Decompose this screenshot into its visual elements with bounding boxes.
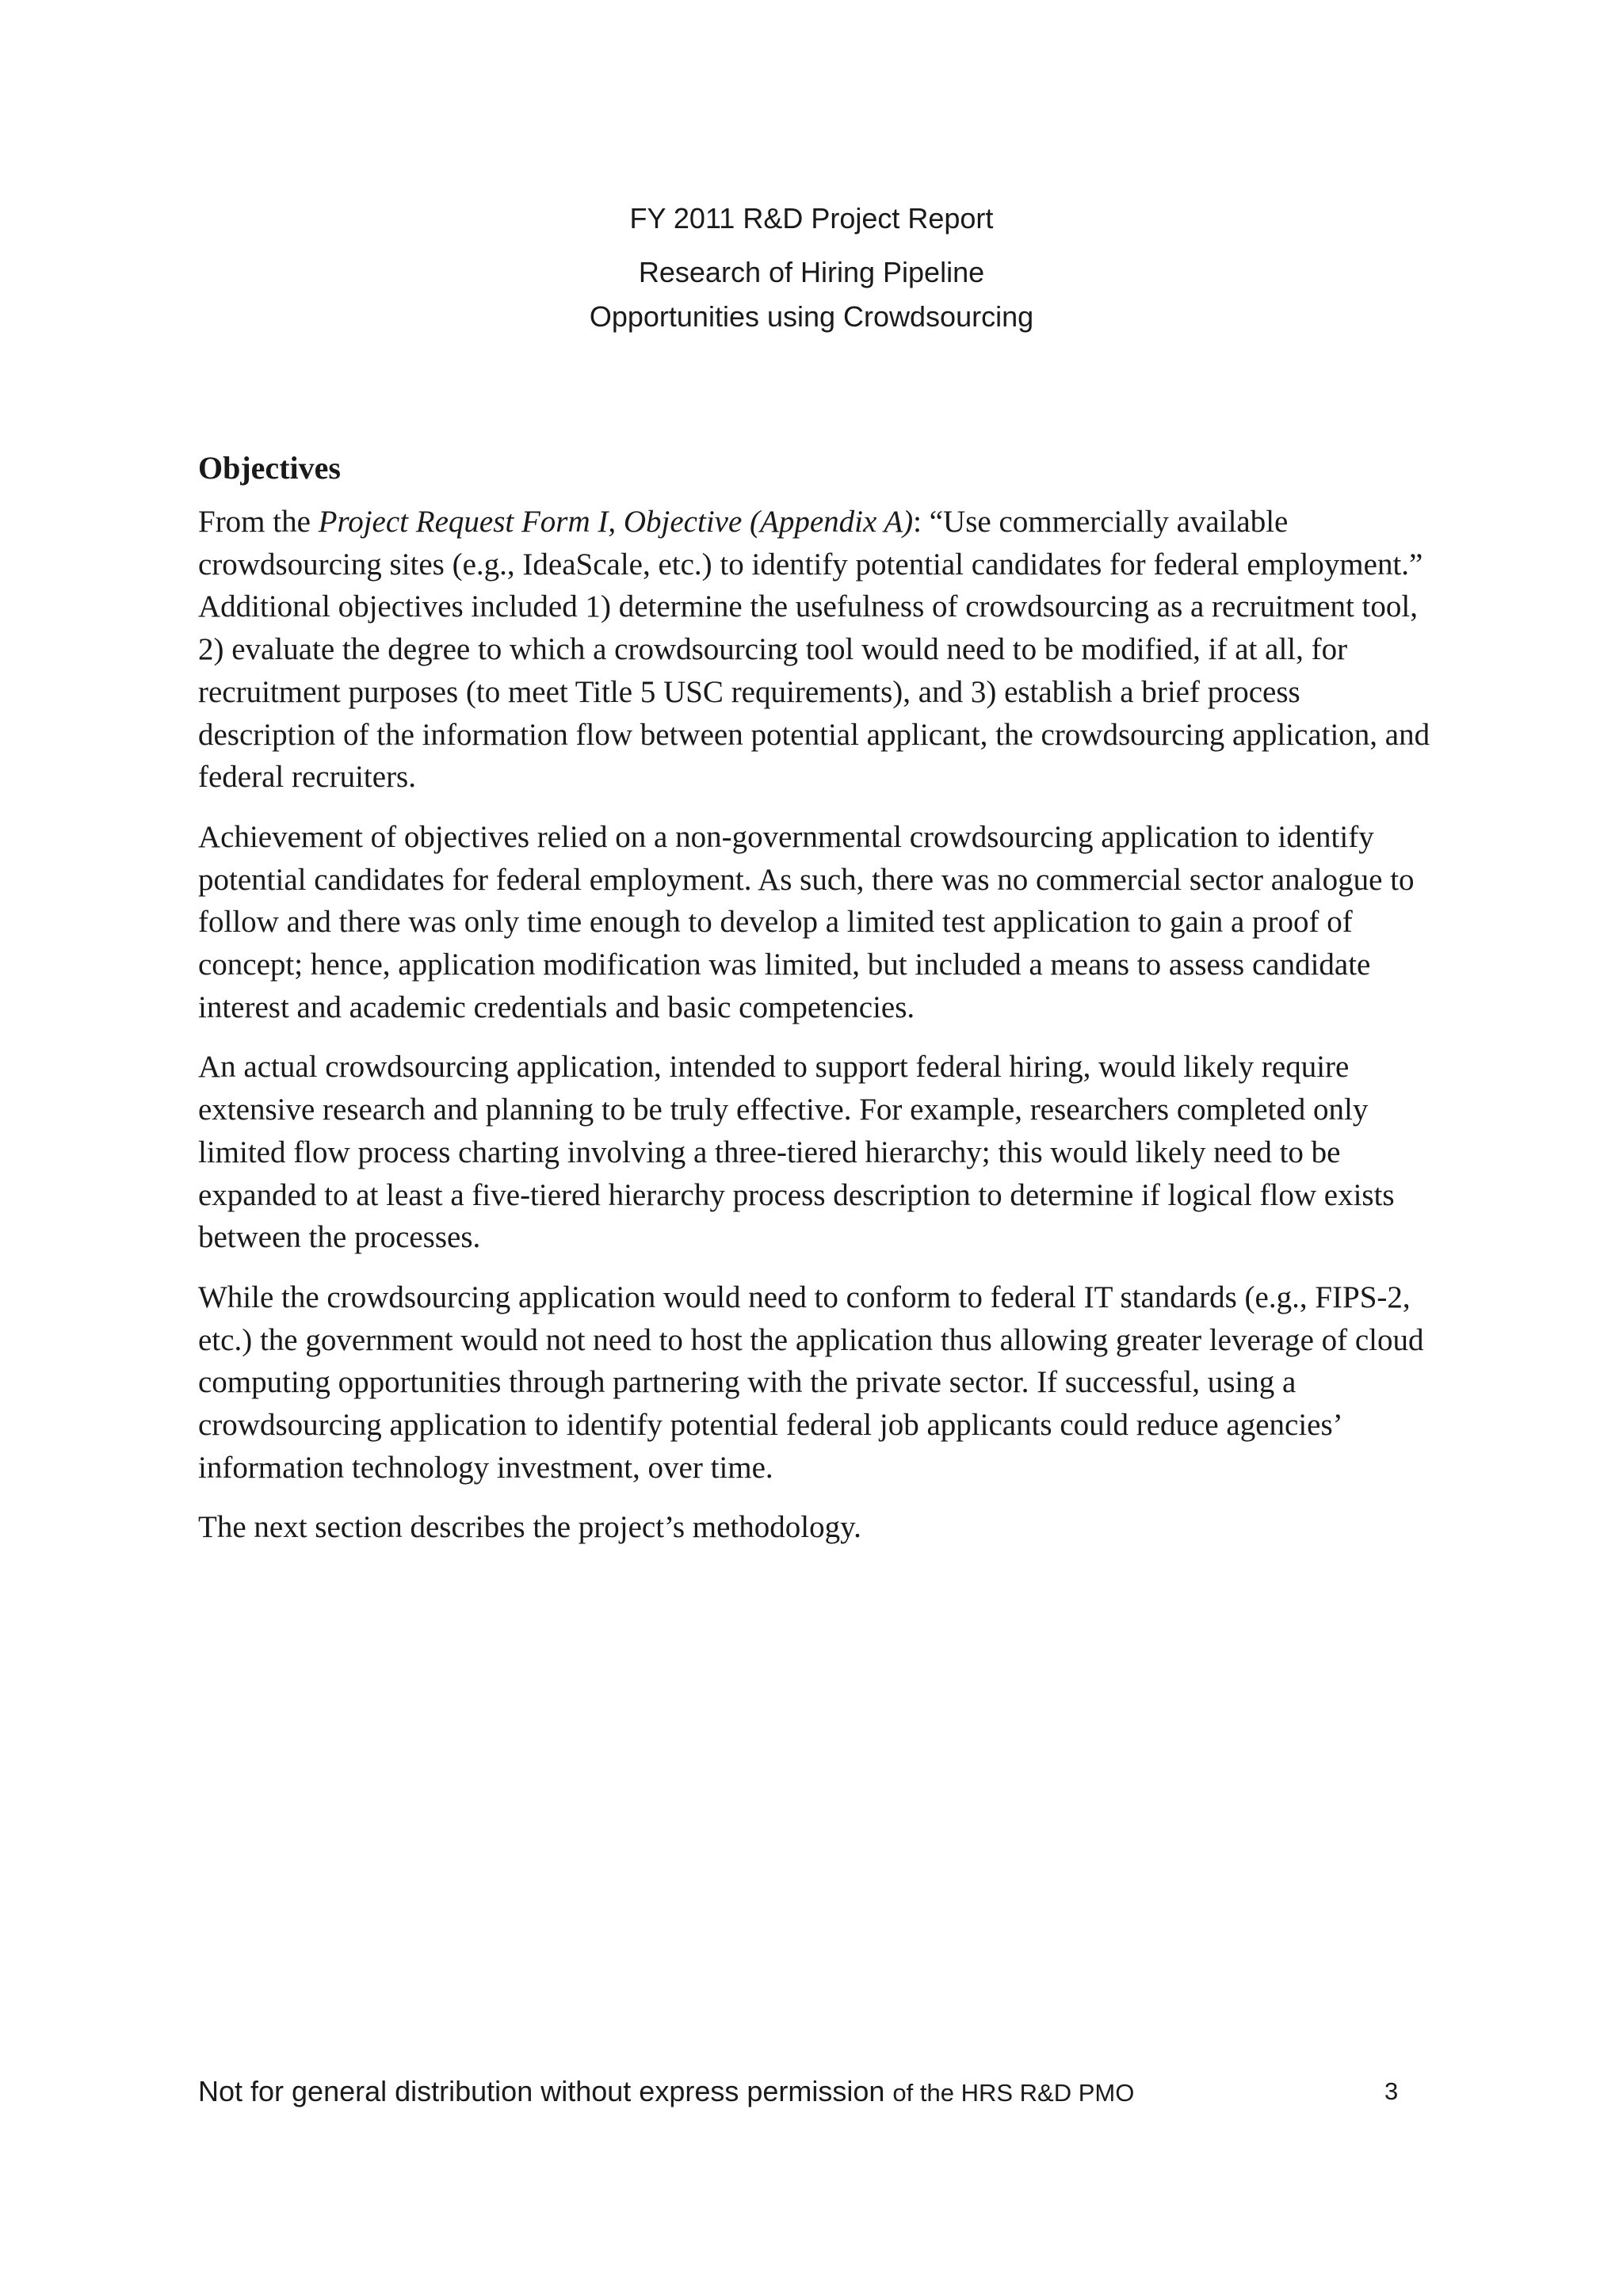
document-body xyxy=(198,446,1442,1566)
report-subtitle-line-2: Opportunities using Crowdsourcing xyxy=(589,300,1034,333)
paragraph-federal-standards: While the crowdsourcing application would need to conform to federal IT standards (e.g., FIPS-2, etc.) the government would not need to host the application thus allowing greater leverage of cloud computing opportunities through partnering with the private sector. If successful, using a crowdsourcing application to identify potential federal job applicants could reduce agencies’ information technology investment, over time. xyxy=(198,1280,1424,1485)
distribution-notice: Not for general distribution without express permission xyxy=(198,2075,893,2107)
page-footer xyxy=(198,2072,1403,2113)
paragraph-objectives-intro xyxy=(198,501,1442,799)
paragraph-achievement: Achievement of objectives relied on a non-governmental crowdsourcing application to identify potential candidates for federal employment. As such, there was no commercial sector analogue to follow and there was only time enough to develop a limited test application to gain a proof of concept; hence, application modification was limited, but included a means to assess candidate interest and academic credentials and basic competencies. xyxy=(198,819,1415,1024)
report-subtitle-line-1: Research of Hiring Pipeline xyxy=(638,256,985,288)
paragraph-actual-application: An actual crowdsourcing application, intended to support federal hiring, would likely require extensive research and planning to be truly effective. For example, researchers completed only limited flow process charting involving a three-tiered hierarchy; this would likely need to be expanded to at least a five-tiered hierarchy process description to determine if logical flow exists between the processes. xyxy=(198,1050,1395,1255)
report-title: FY 2011 R&D Project Report xyxy=(629,202,994,235)
paragraph-next-section: The next section describes the project’s methodology. xyxy=(198,1510,861,1545)
project-request-form-reference: Project Request Form I, Objective (Appendix A) xyxy=(318,505,914,539)
section-heading-objectives: Objectives xyxy=(198,450,341,486)
page-number: 3 xyxy=(1384,2077,1399,2105)
paragraph-objectives-intro-prefix: From the xyxy=(198,505,319,539)
distribution-notice-owner: of the HRS R&D PMO xyxy=(892,2079,1135,2107)
paragraph-objectives-intro-body: : “Use commercially available crowdsourcing sites (e.g., IdeaScale, etc.) to identify potential candidates for federal employment.” Additional objectives included 1) determine the usefulness of crowdsourcing as a recruitment tool, 2) evaluate the degree to which a crowdsourcing tool would need to be modified, if at all, for recruitment purposes (to meet Title 5 USC requirements), and 3) establish a brief process description of the information flow between potential applicant, the crowdsourcing application, and federal recruiters. xyxy=(198,505,1430,795)
